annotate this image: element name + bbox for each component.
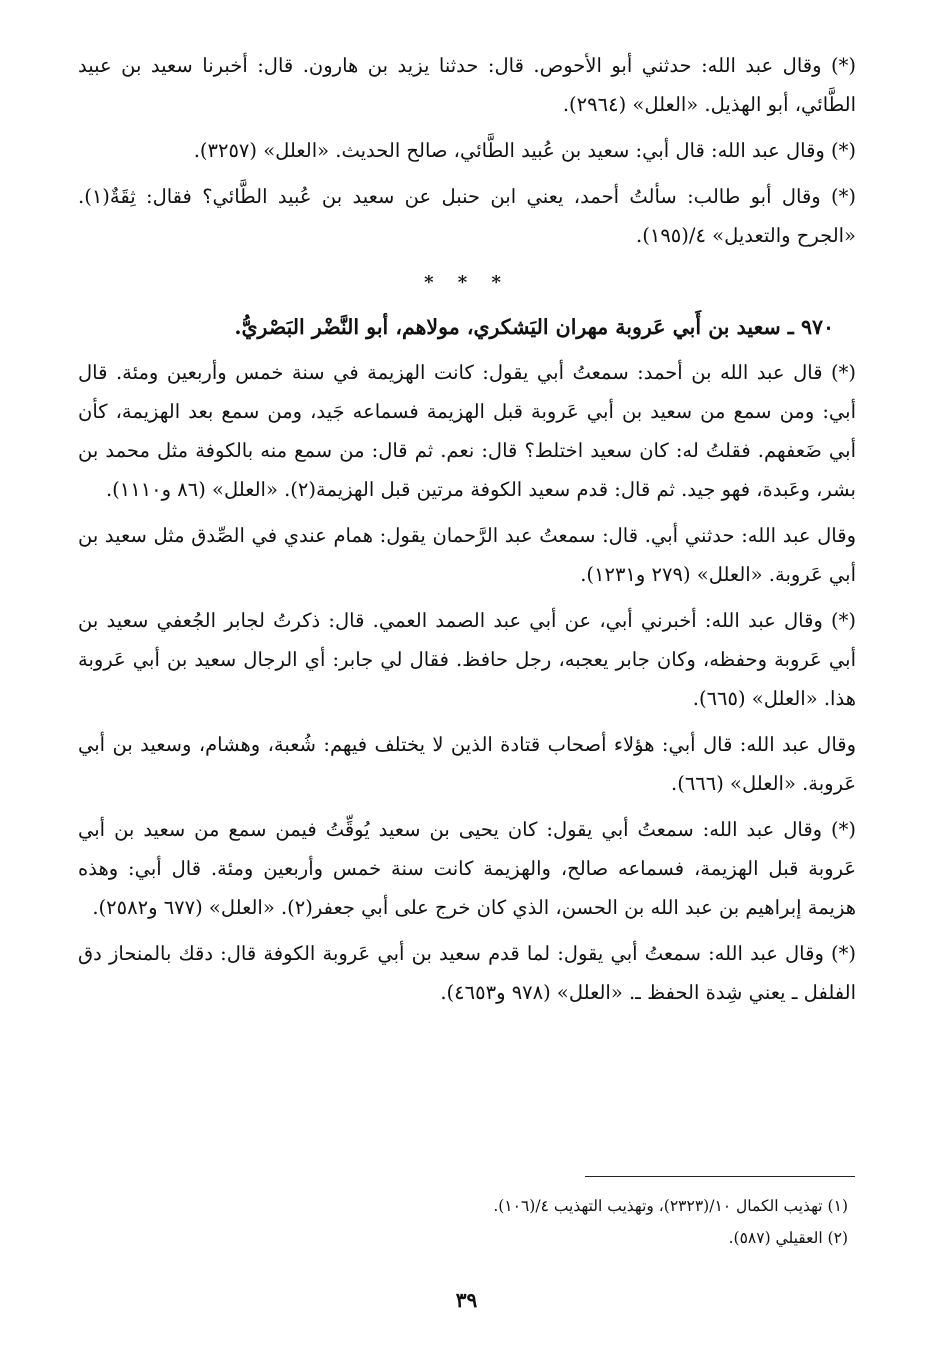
paragraph: (*) قال عبد الله بن أحمد: سمعتُ أبي يقول: كانت الهزيمة في سنة خمس وأربعين ومئة. قال أبي: ومن سمع من سعيد بن أبي عَروبة قبل الهزيمة فسماعه جَيد، ومن سمع بعد الهزيمة، كأن أبي ضَعفهم. فقلتُ له: كان سعيد اختلط؟ قال: نعم. ثم قال: من سمع منه بالكوفة مثل محمد بن بشر، وعَبدة، فهو جيد. ثم قال: قدم سعيد الكوفة مرتين قبل الهزيمة(٢). «العلل» (٨٦ و١١١٠). <box>78 361 856 501</box>
footnote-divider <box>585 1176 855 1177</box>
paragraph: وقال عبد الله: حدثني أبي. قال: سمعتُ عبد الرَّحمان يقول: همام عندي في الصِّدق مثل سعيد بن أبي عَروبة. «العلل» (٢٧٩ و١٢٣١). <box>78 524 856 586</box>
footnote: (٢) العقيلي (٥٨٧). <box>728 1229 848 1247</box>
section-separator: * * * <box>424 272 510 293</box>
page-number: ٣٩ <box>455 1288 478 1312</box>
paragraph: (*) وقال أبو طالب: سألتُ أحمد، يعني ابن حنبل عن سعيد بن عُبيد الطَّائي؟ فقال: ثِقَةٌ(١). «الجرح والتعديل» ٤/(١٩٥). <box>78 185 856 247</box>
paragraph: (*) وقال عبد الله: حدثني أبو الأحوص. قال: حدثنا يزيد بن هارون. قال: أخبرنا سعيد بن عبيد الطَّائي، أبو الهذيل. «العلل» (٢٩٦٤). <box>78 54 856 116</box>
paragraph: وقال عبد الله: قال أبي: هؤلاء أصحاب قتادة الذين لا يختلف فيهم: شُعبة، وهشام، وسعيد بن أبي عَروبة. «العلل» (٦٦٦). <box>78 733 856 795</box>
paragraph: (*) وقال عبد الله: أخبرني أبي، عن أبي عبد الصمد العمي. قال: ذكرتُ لجابر الجُعفي سعيد بن أبي عَروبة وحفظه، وكان جابر يعجبه، رجل حافظ. فقال لي جابر: أي الرجال سعيد بن أبي عَروبة هذا. «العلل» (٦٦٥). <box>78 609 856 710</box>
paragraph: (*) وقال عبد الله: سمعتُ أبي يقول: كان يحيى بن سعيد يُوقِّتُ فيمن سمع من سعيد بن أبي عَروبة قبل الهزيمة، فسماعه صالح، والهزيمة كانت سنة خمس وأربعين ومئة. قال أبي: وهذه هزيمة إبراهيم بن عبد الله بن الحسن، الذي كان خرج على أبي جعفر(٢). «العلل» (٦٧٧ و٢٥٨٢). <box>78 818 856 919</box>
page-body <box>78 46 856 1012</box>
footnotes <box>78 1190 848 1254</box>
footnote: (١) تهذيب الكمال ١٠/(٢٣٢٣)، وتهذيب التهذيب ٤/(١٠٦). <box>493 1197 848 1215</box>
entry-heading: ٩٧٠ ـ سعيد بن أَبي عَروبة مهران اليَشكري، مولاهم، أبو النَّضْر البَصْريُّ. <box>234 315 834 339</box>
paragraph: (*) وقال عبد الله: قال أبي: سعيد بن عُبيد الطَّائي، صالح الحديث. «العلل» (٣٢٥٧). <box>193 139 856 162</box>
paragraph: (*) وقال عبد الله: سمعتُ أبي يقول: لما قدم سعيد بن أبي عَروبة الكوفة قال: دقك بالمنحاز دق الفلفل ـ يعني شِدة الحفظ ـ. «العلل» (٩٧٨ و٤٦٥٣). <box>78 942 856 1004</box>
